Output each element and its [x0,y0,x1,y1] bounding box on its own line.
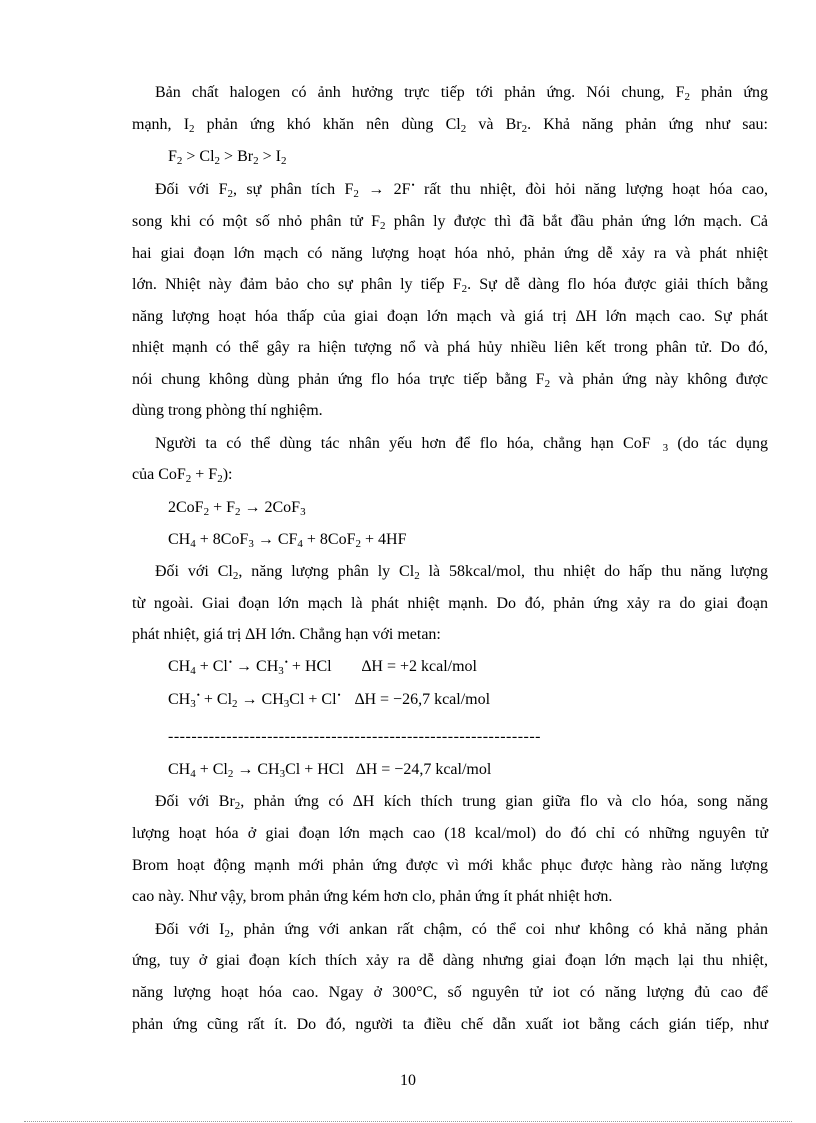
equation-line: $CH_3^• + Cl_2 \to CH_3Cl + Cl^•$ ∆H = −26,7 kcal/mol [168,690,491,710]
equation-line: $CH_4 + Cl^• \to CH_3^•$ + HCl ∆H = +2 kcal/mol [168,657,477,677]
text-line: Người ta có thể dùng tác nhân yếu hơn để flo hóa, chẳng hạn CoF $_3$ (do tác dụng [155,435,768,454]
text-line: Bản chất halogen có ảnh hưởng trực tiếp tới phản ứng. Nói chung, $F_2$ phản ứng [155,84,768,103]
page-number: 10 [400,1072,416,1089]
text-line: năng lượng hoạt hóa thấp của giai đoạn lớn mạch và giá trị ∆H lớn mạch cao. Sự phát [132,308,768,325]
text-line: song khi có một số nhỏ phân tử $F_2$ phân ly được thì đã bắt đầu phản ứng lớn mạch. Cả [132,213,768,232]
text-line: phản ứng cũng rất ít. Do đó, người ta điều chế dẫn xuất iot bằng cách gián tiếp, như [132,1016,768,1033]
text-line: lượng hoạt hóa ở giai đoạn lớn mạch cao (18 kcal/mol) do đó chỉ có những nguyên tử [132,825,768,842]
text-line: nói chung không dùng phản ứng flo hóa trực tiếp bằng $F_2$ và phản ứng này không được [132,371,768,390]
text-line: nhiệt mạnh có thể gây ra hiện tượng nổ và phá hủy nhiều liên kết trong phân tử. Do đó, [132,339,768,356]
text-line: phát nhiệt, giá trị ∆H lớn. Chẳng hạn với metan: [132,626,441,643]
text-line: Đối với $F_2$, sự phân tích $F_2 \to 2F^•$ rất thu nhiệt, đòi hỏi năng lượng hoạt hóa cao, [155,180,769,200]
text-line: Đối với $I_2$, phản ứng với ankan rất chậm, có thể coi như không có khả năng phản [155,921,768,940]
equation-line: $CH_4 + 8CoF_3 \to CF_4 + 8CoF_2 + 4HF$ [168,531,407,550]
text-line: mạnh, $I_2$ phản ứng khó khăn nên dùng $Cl_2$ và $Br_2$. Khả năng phản ứng như sau: [132,116,768,135]
reactivity-order: $F_2 > Cl_2 > Br_2 > I_2$ [168,148,287,167]
equation-line: $CH_4 + Cl_2 \to CH_3Cl$ + HCl ∆H = −24,7 kcal/mol [168,761,492,780]
text-line: Brom hoạt động mạnh mới phản ứng được vì mới khắc phục được hàng rào năng lượng [132,857,768,874]
text-line: Đối với $Br_2$, phản ứng có ∆H kích thích trung gian giữa flo và clo hóa, song năng [155,793,768,812]
text-line: hai giai đoạn lớn mạch có năng lượng hoạt hóa nhỏ, phản ứng dễ xảy ra và phát nhiệt [132,245,768,262]
text-line: dùng trong phòng thí nghiệm. [132,402,323,419]
text-line: của $CoF_2 + F_2$): [132,466,233,485]
text-line: lớn. Nhiệt này đảm bảo cho sự phân ly tiếp $F_2$. Sự dễ dàng flo hóa được giải thích bằng [132,276,769,295]
page-bottom-border [24,1121,792,1122]
text-line: từ ngoài. Giai đoạn lớn mạch là phát nhiệt mạnh. Do đó, phản ứng xảy ra do giai đoạn [132,595,768,612]
separator-dashes: ---------------------------------------------------------------- [168,728,541,745]
text-line: cao này. Như vậy, brom phản ứng kém hơn clo, phản ứng ít phát nhiệt hơn. [132,888,613,905]
text-line: Đối với $Cl_2$, năng lượng phân ly $Cl_2$ là 58kcal/mol, thu nhiệt do hấp thu năng lượng [155,563,768,582]
text-line: ứng, tuy ở giai đoạn kích thích xảy ra dễ dàng nhưng giai đoạn lớn mạch lại thu nhiệt, [132,952,768,969]
equation-line: $2CoF_2 + F_2 \to 2CoF_3$ [168,499,306,518]
text-line: năng lượng hoạt hóa cao. Ngay ở 300°C, số nguyên tử iot có năng lượng đủ cao để [132,984,768,1001]
